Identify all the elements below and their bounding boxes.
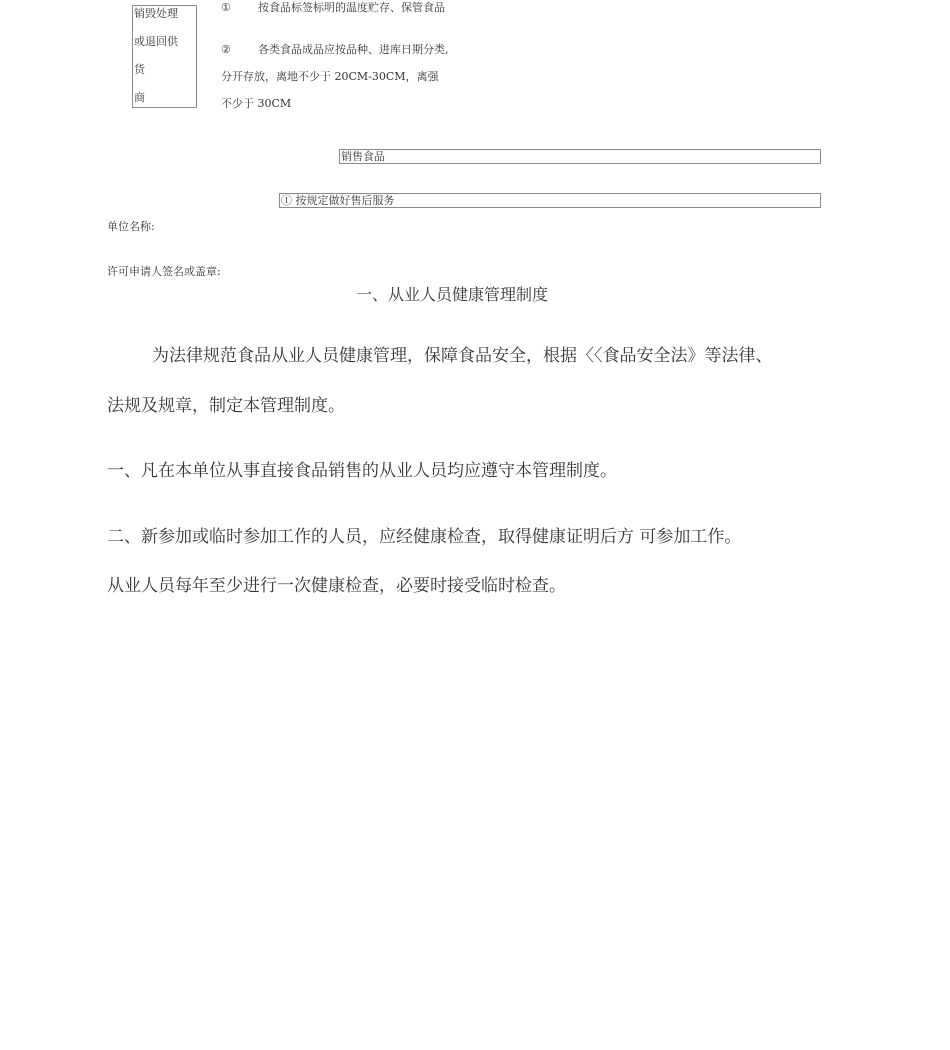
disposal-line-2: 或退回供 [134,35,178,48]
intro-paragraph-line-1: 为法律规范食品从业人员健康管理，保障食品安全，根据〈〈食品安全法》等法律、 [152,346,773,366]
disposal-line-1: 销毁处理 [134,7,178,20]
sell-food-box: 销售食品 [339,149,821,164]
clause-1: 一、凡在本单位从事直接食品销售的从业人员均应遵守本管理制度。 [107,461,617,481]
disposal-box [132,5,197,108]
disposal-line-3: 货 [134,63,145,76]
unit-name-label: 单位名称: [107,220,155,233]
clause-3: 从业人员每年至少进行一次健康检查，必要时接受临时检查。 [107,576,566,596]
storage-item-1-number: ① [221,1,231,14]
clause-2: 二、新参加或临时参加工作的人员，应经健康检查，取得健康证明后方 可参加工作。 [107,527,742,547]
storage-item-2-number: ② [221,43,231,56]
disposal-line-4: 商 [134,91,145,104]
storage-item-2-line-3: 不少于 30CM [221,97,292,110]
intro-paragraph-line-2: 法规及规章，制定本管理制度。 [107,396,345,416]
page-title: 一、从业人员健康管理制度 [356,285,549,304]
after-sales-box: ① 按规定做好售后服务 [279,193,821,208]
storage-item-2-line-2: 分开存放，离地不少于 20CM-30CM，离强 [221,70,439,83]
storage-item-1-text: 按食品标签标明的温度贮存、保管食品 [258,1,445,14]
applicant-sign-label: 许可申请人签名或盖章: [107,265,221,278]
storage-item-2-text: 各类食品成品应按品种、进库日期分类, [258,43,449,56]
